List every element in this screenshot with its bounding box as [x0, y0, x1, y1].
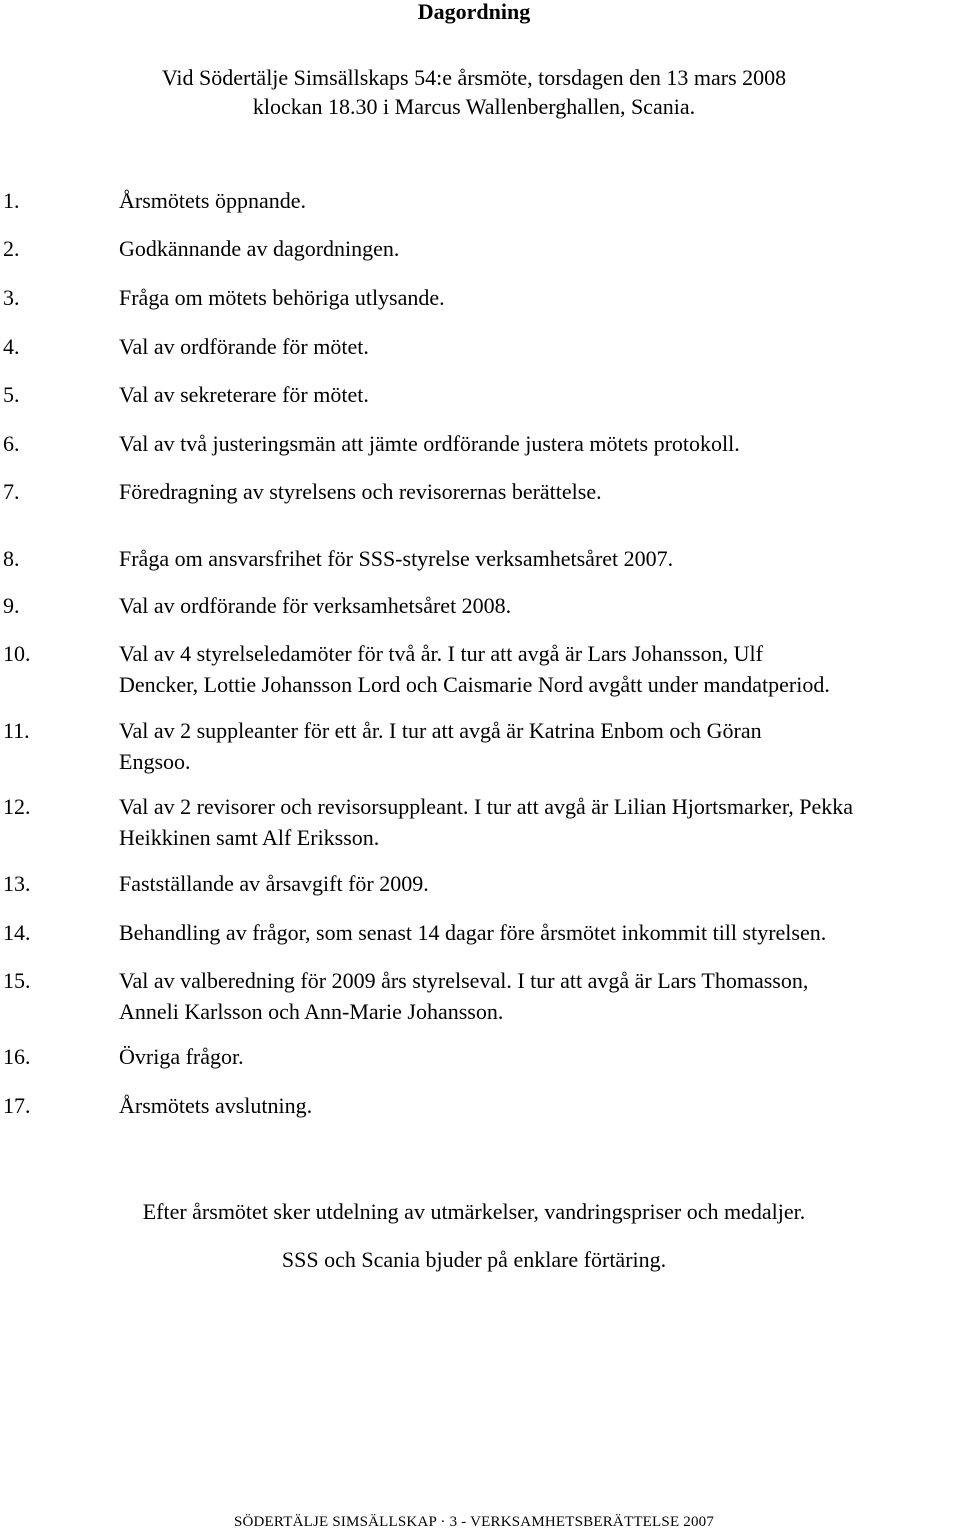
agenda-item-number: 7. [3, 479, 20, 504]
page-title: Dagordning [417, 0, 531, 24]
agenda-item-number: 8. [3, 546, 20, 571]
agenda-item-text: Val av två justeringsmän att jämte ordförande justera mötets protokoll. [119, 431, 740, 456]
agenda-item-number: 11. [3, 718, 30, 743]
agenda-item-text: Godkännande av dagordningen. [119, 236, 400, 261]
agenda-item-number: 5. [3, 382, 20, 407]
closing-line-1: Efter årsmötet sker utdelning av utmärkelser, vandringspriser och medaljer. [142, 1199, 806, 1224]
agenda-item-number: 4. [3, 334, 20, 359]
agenda-item-text: Val av ordförande för verksamhetsåret 2008. [119, 593, 512, 618]
agenda-item-text: Fastställande av årsavgift för 2009. [119, 871, 429, 896]
agenda-item-number: 14. [3, 920, 31, 945]
intro-line-1: Vid Södertälje Simsällskaps 54:e årsmöte, torsdagen den 13 mars 2008 [161, 65, 787, 90]
agenda-item-number: 16. [3, 1044, 31, 1069]
agenda-item-number: 13. [3, 871, 31, 896]
agenda-item-text: Övriga frågor. [119, 1044, 244, 1069]
agenda-item-number: 15. [3, 968, 31, 993]
agenda-item-text: Årsmötets öppnande. [119, 188, 306, 213]
agenda-item-text: Val av 4 styrelseledamöter för två år. I tur att avgå är Lars Johansson, Ulf Dencker, Lottie Johansson Lord och Caismarie Nord avgått under mandatperiod. [119, 641, 830, 697]
agenda-item-number: 9. [3, 593, 20, 618]
agenda-item-number: 1. [3, 188, 20, 213]
page-footer: SÖDERTÄLJE SIMSÄLLSKAP · 3 - VERKSAMHETSBERÄTTELSE 2007 [233, 1514, 715, 1530]
intro-line-2: klockan 18.30 i Marcus Wallenberghallen, Scania. [252, 94, 696, 119]
agenda-item-number: 12. [3, 794, 31, 819]
agenda-item-number: 2. [3, 236, 20, 261]
closing-line-2: SSS och Scania bjuder på enklare förtäring. [281, 1247, 667, 1272]
agenda-item-number: 3. [3, 285, 20, 310]
agenda-item-text: Fråga om ansvarsfrihet för SSS-styrelse verksamhetsåret 2007. [119, 546, 674, 571]
agenda-item-text: Årsmötets avslutning. [119, 1093, 313, 1118]
agenda-item-text: Val av 2 revisorer och revisorsuppleant. I tur att avgå är Lilian Hjortsmarker, Pekka Heikkinen samt Alf Eriksson. [119, 794, 854, 850]
agenda-item-text: Behandling av frågor, som senast 14 dagar före årsmötet inkommit till styrelsen. [119, 920, 827, 945]
agenda-item-text: Fråga om mötets behöriga utlysande. [119, 285, 445, 310]
agenda-item-text: Val av valberedning för 2009 års styrelseval. I tur att avgå är Lars Thomasson, Anneli Karlsson och Ann-Marie Johansson. [119, 968, 809, 1024]
agenda-item-number: 6. [3, 431, 20, 456]
agenda-item-text: Val av 2 suppleanter för ett år. I tur att avgå är Katrina Enbom och Göran Engsoo. [119, 718, 762, 774]
agenda-item-text: Val av sekreterare för mötet. [119, 382, 369, 407]
agenda-item-number: 10. [3, 641, 31, 666]
agenda-item-number: 17. [3, 1093, 31, 1118]
agenda-item-text: Föredragning av styrelsens och revisorernas berättelse. [119, 479, 602, 504]
agenda-item-text: Val av ordförande för mötet. [119, 334, 369, 359]
